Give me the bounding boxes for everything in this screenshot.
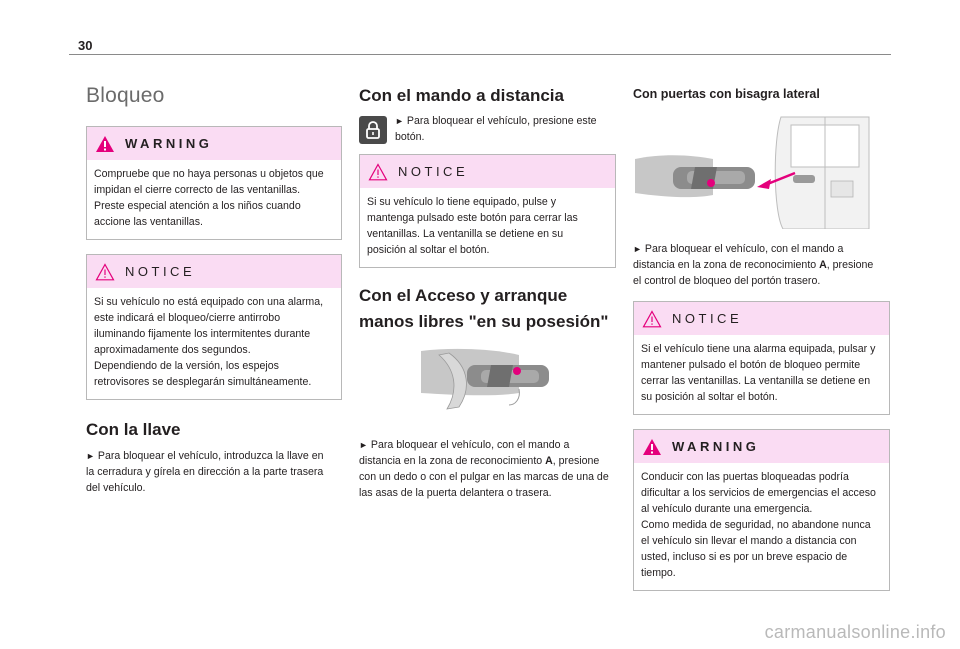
zone-label: A [545,455,553,467]
hinged-heading: Con puertas con bisagra lateral [633,87,820,101]
warning-label: WARNING [125,136,213,151]
keyless-heading [359,284,616,333]
key-heading: Con la llave [86,420,181,439]
warning-text: Compruebe que no haya personas u objetos que impidan el cierre correcto de las ventanillas. Preste especial atención a los niños cuando accione las ventanillas. [94,168,324,228]
notice-text: Si su vehículo no está equipado con una alarma, este indicará el bloqueo/cierre antirrobo iluminando fijamente los intermitentes durante aproximadamente dos segundos. Dependiendo de la versión, los espejos retrovisores se desplegarán simultáneamente. [94,296,324,388]
notice-label: NOTICE [398,164,469,179]
remote-instruction [359,113,616,145]
keyless-paragraph [359,437,616,501]
keyless-text-2: , presione con un dedo o con el pulgar en las marcas de una de las asas de la puerta delantera o trasera. [359,455,609,499]
remote-text: Para bloquear el vehículo, presione este botón. [395,115,597,143]
warning-triangle-icon [642,438,662,456]
notice-triangle-icon [95,263,115,281]
column-1 [86,78,342,496]
hinged-text-1: Para bloquear el vehículo, con el mando a distancia en la zona de reconocimiento [633,243,844,271]
notice-box [633,301,890,415]
warning-label: WARNING [672,439,760,454]
warning-box-header [87,127,341,160]
bullet-arrow-icon: ► [633,244,642,254]
column-3 [633,78,890,591]
column-2 [359,78,616,501]
key-paragraph [86,448,342,496]
remote-paragraph [395,113,597,145]
notice-triangle-icon [368,163,388,181]
notice-triangle-icon [642,310,662,328]
warning-text: Conducir con las puertas bloqueadas podría dificultar a los servicios de emergencias el acceso al vehículo durante una emergencia. Como medida de seguridad, no abandone nunca el vehículo sin llevar el mando a distancia con usted, incluso si es por un breve espacio de tiempo. [641,471,876,579]
door-handle-illustration [359,343,616,423]
notice-box-header [360,155,615,188]
watermark: carmanualsonline.info [764,622,946,642]
keyless-heading-line-2: manos libres "en su posesión" [359,312,609,331]
zone-label: A [819,259,827,271]
notice-box [86,254,342,400]
header-rule [69,54,891,55]
section-title: Bloqueo [86,84,165,107]
notice-box-header [634,302,889,335]
warning-box-header [634,430,889,463]
notice-label: NOTICE [125,264,196,279]
lock-button-icon [359,116,387,144]
bullet-arrow-icon: ► [359,440,368,450]
hinged-text-2: , presione el control de bloqueo del portón trasero. [633,259,874,287]
keyless-text-1: Para bloquear el vehículo, con el mando a distancia en la zona de reconocimiento [359,439,570,467]
notice-text: Si su vehículo lo tiene equipado, pulse y mantenga pulsado este botón para cerrar las ventanillas. La ventanilla se detiene en su posición al soltar el botón. [367,196,578,256]
hinged-paragraph [633,241,890,289]
notice-text: Si el vehículo tiene una alarma equipada, pulsar y mantener pulsado el botón de bloqueo permite cerrar las ventanillas. La ventanilla se detiene en su posición al soltar el botón. [641,343,876,403]
warning-box [633,429,890,591]
warning-triangle-icon [95,135,115,153]
notice-label: NOTICE [672,311,743,326]
key-text: Para bloquear el vehículo, introduzca la llave en la cerradura y gírela en dirección a la parte trasera del vehículo. [86,450,324,494]
rear-door-illustration [633,111,890,229]
remote-heading: Con el mando a distancia [359,86,564,105]
keyless-heading-line-1: Con el Acceso y arranque [359,286,568,305]
notice-box [359,154,616,268]
warning-box [86,126,342,240]
bullet-arrow-icon: ► [395,116,404,126]
page-number: 30 [78,38,93,53]
bullet-arrow-icon: ► [86,451,95,461]
notice-box-header [87,255,341,288]
